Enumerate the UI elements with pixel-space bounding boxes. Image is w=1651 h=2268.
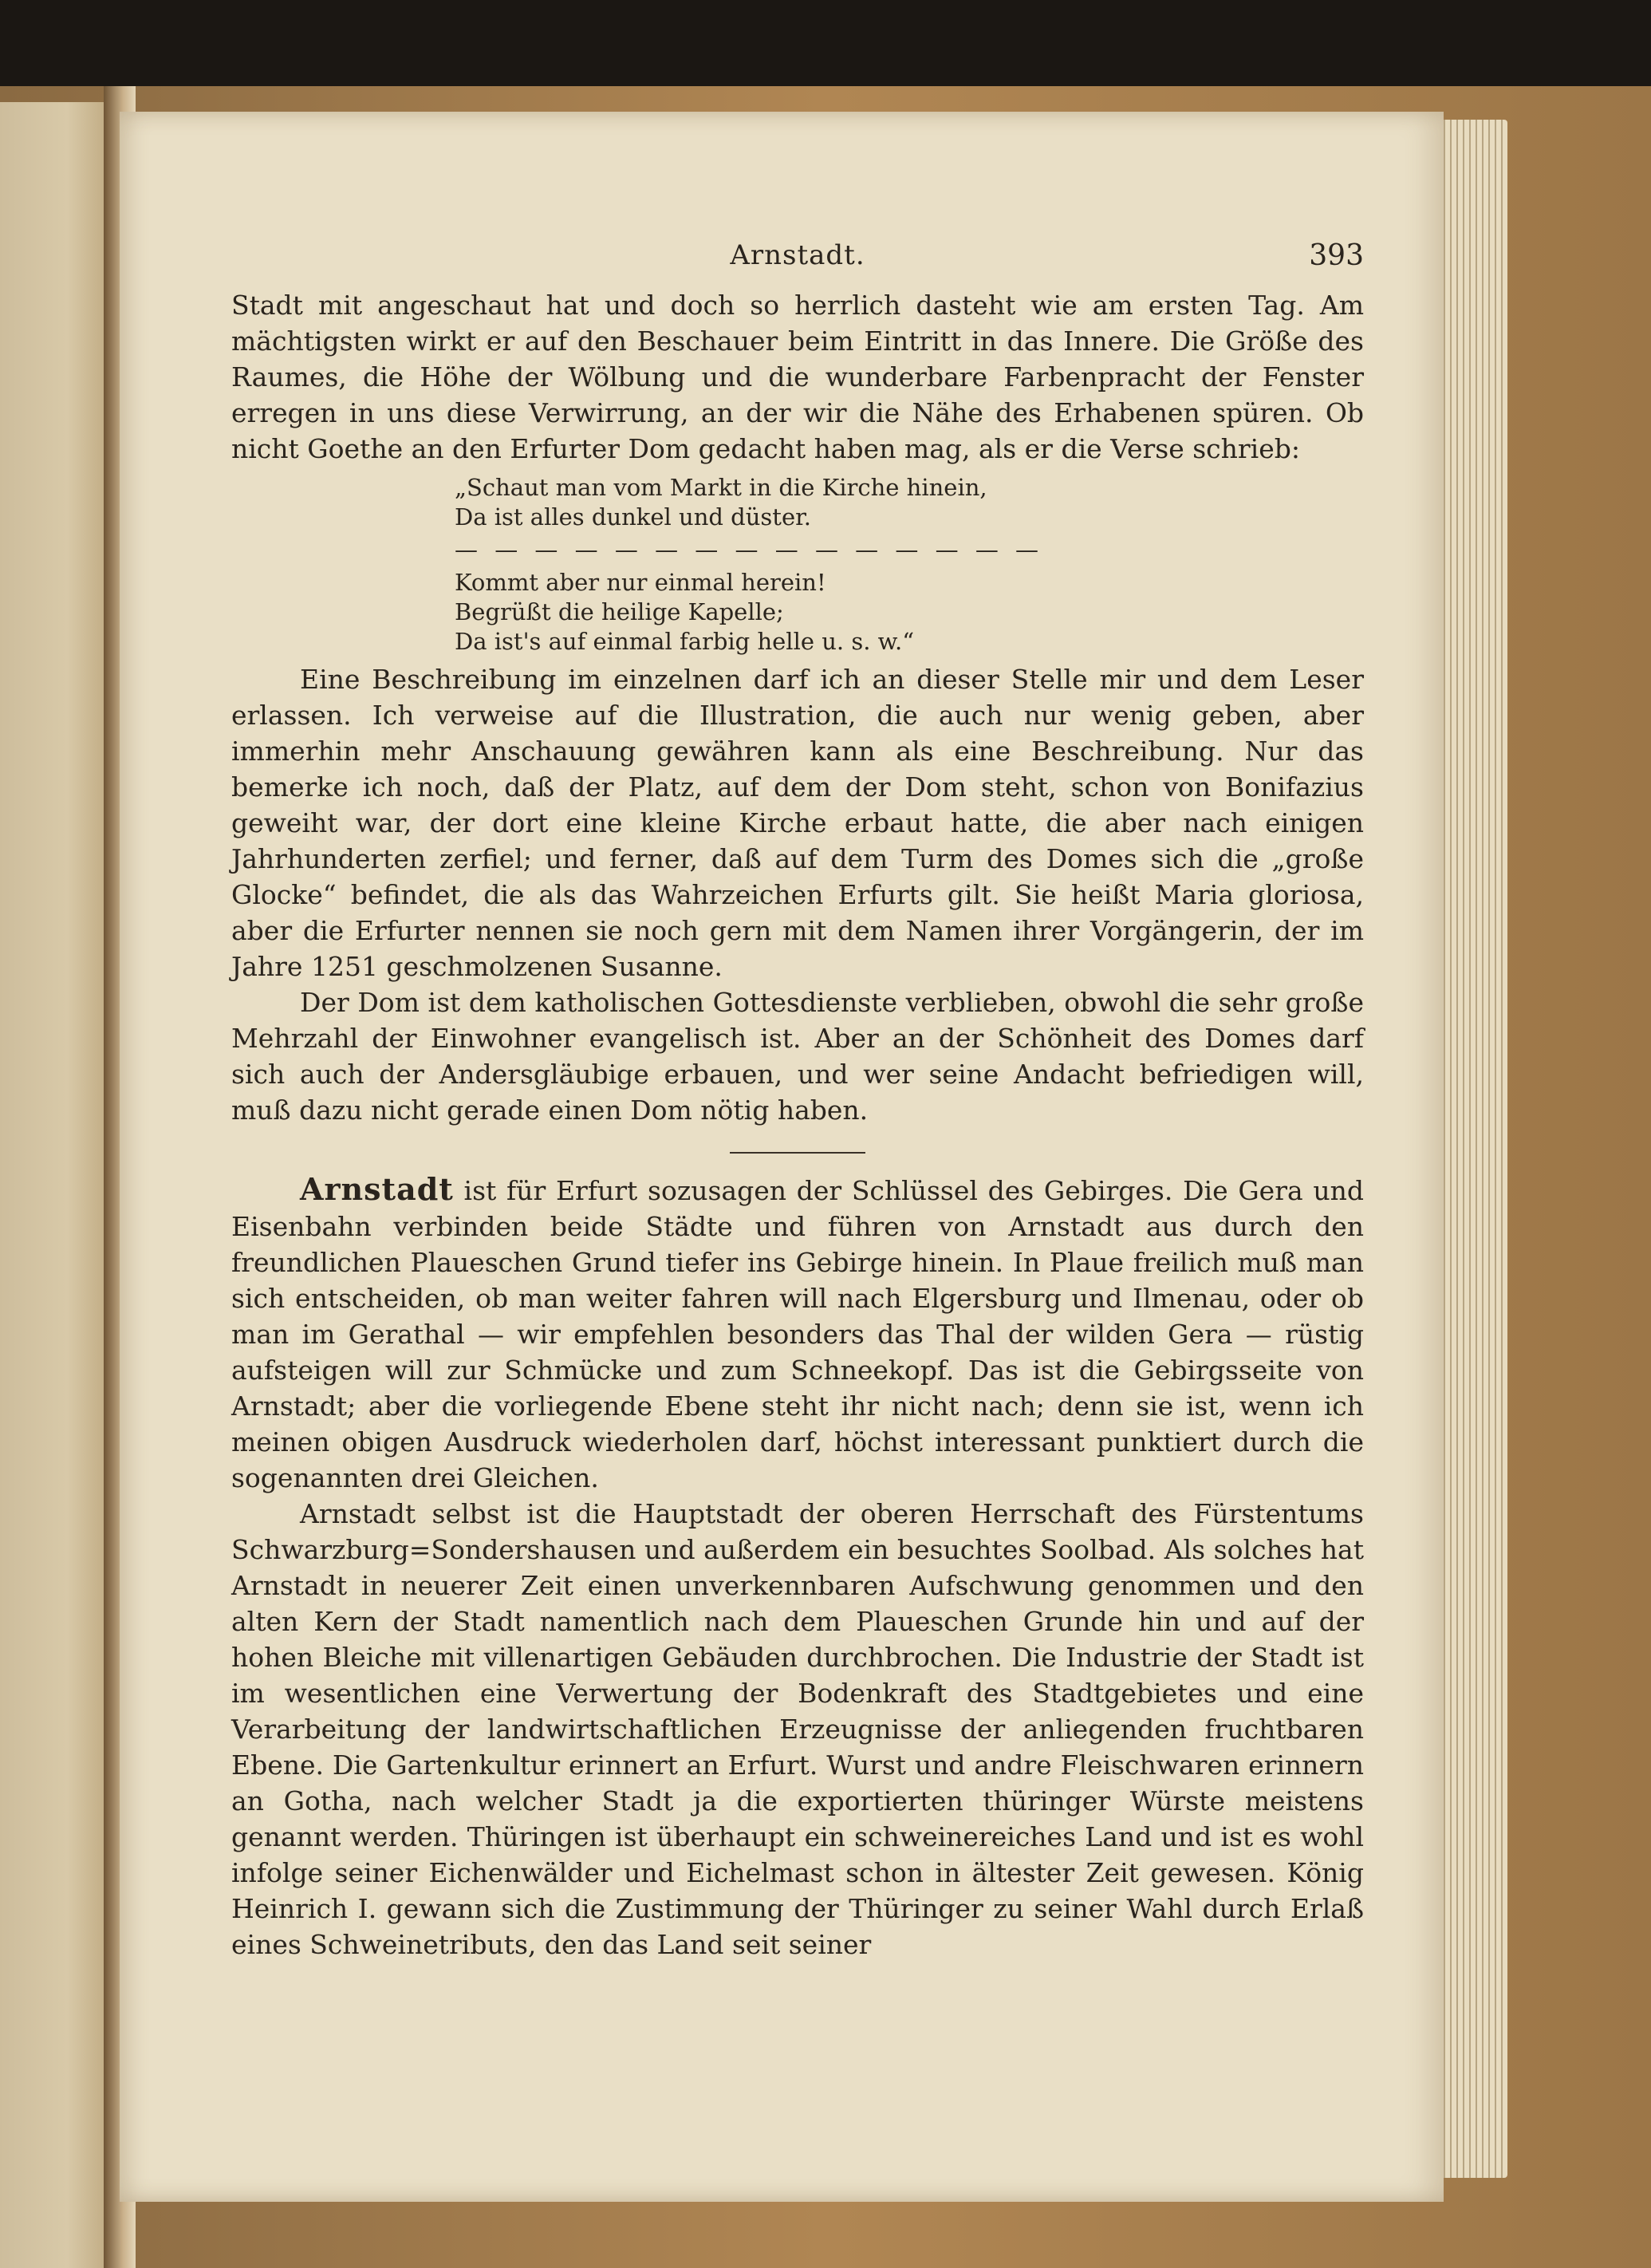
running-head-title: Arnstadt.	[730, 239, 865, 271]
paragraph: Eine Beschreibung im einzelnen darf ich an dieser Stelle mir und dem Leser erlassen. Ich verweise auf die Illustration, die auch nur wenig geben, aber immerhin mehr Anschauung gewähren kann als eine Beschreibung. Nur das bemerke ich noch, daß der Platz, auf dem der Dom steht, schon von Bonifazius geweiht war, der dort eine kleine Kirche erbaut hatte, die aber nach einigen Jahrhunderten zerfiel; und ferner, daß auf dem Turm des Domes sich die „große Glocke“ befindet, die als das Wahrzeichen Erfurts gilt. Sie heißt Maria gloriosa, aber die Erfurter nennen sie noch gern mit dem Namen ihrer Vorgängerin, der im Jahre 1251 geschmolzenen Susanne.	[231, 664, 1364, 982]
paragraph: Arnstadt selbst ist die Hauptstadt der oberen Herrschaft des Fürstentums Schwarzburg=Sondershausen und außerdem ein besuchtes Soolbad. Als solches hat Arnstadt in neuerer Zeit einen unverkennbaren Aufschwung genommen und den alten Kern der Stadt namentlich nach dem Plaueschen Grunde hin und auf der hohen Bleiche mit villenartigen Gebäuden durchbrochen. Die Industrie der Stadt ist im wesentlichen eine Verwertung der Bodenkraft des Stadtgebietes und eine Verarbeitung der landwirtschaftlichen Erzeugnisse der anliegenden fruchtbaren Ebene. Die Gartenkultur erinnert an Erfurt. Wurst und andre Fleischwaren erinnern an Gotha, nach welcher Stadt ja die exportierten thüringer Würste meistens genannt werden. Thüringen ist überhaupt ein schweinereiches Land und ist es wohl infolge seiner Eichenwälder und Eichelmast schon in ältester Zeit gewesen. König Heinrich I. gewann sich die Zustimmung der Thüringer zu seiner Wahl durch Erlaß eines Schweinetributs, den das Land seit seiner	[231, 1498, 1364, 1960]
section-first-paragraph	[231, 1171, 1364, 1496]
verse-quote	[455, 473, 1364, 657]
paragraph: Der Dom ist dem katholischen Gottesdienste verblieben, obwohl die sehr große Mehrzahl der Einwohner evangelisch ist. Aber an der Schönheit des Domes darf sich auch der Andersgläubige erbauen, und wer seine Andacht befriedigen will, muß dazu nicht gerade einen Dom nötig haben.	[231, 987, 1364, 1126]
verse-line: Da ist alles dunkel und düster.	[455, 503, 812, 531]
section-lead-word: Arnstadt	[300, 1171, 454, 1207]
book-page	[120, 112, 1444, 2202]
verse-line: „Schaut man vom Markt in die Kirche hinein,	[455, 474, 987, 501]
verse-line: Begrüßt die heilige Kapelle;	[455, 598, 784, 625]
facing-page-edge	[0, 102, 112, 2268]
paragraph: Stadt mit angeschaut hat und doch so herrlich dasteht wie am ersten Tag. Am mächtigsten wirkt er auf den Beschauer beim Eintritt in das Innere. Die Größe des Raumes, die Höhe der Wölbung und die wunderbare Farbenpracht der Fenster erregen in uns diese Verwirrung, an der wir die Nähe des Erhabenen spüren. Ob nicht Goethe an den Erfurter Dom gedacht haben mag, als er die Verse schrieb:	[231, 290, 1364, 464]
verse-line: Da ist's auf einmal farbig helle u. s. w.“	[455, 628, 915, 655]
page-number: 393	[1309, 239, 1364, 272]
verse-omission-dashes: — — — — — — — — — — — — — — —	[455, 536, 1044, 563]
page-content	[231, 239, 1364, 1962]
verse-line: Kommt aber nur einmal herein!	[455, 569, 826, 596]
section-divider	[730, 1152, 865, 1154]
running-head	[231, 239, 1364, 287]
section-first-paragraph-text: ist für Erfurt sozusagen der Schlüssel des Gebirges. Die Gera und Eisenbahn verbinden beide Städte und führen von Arnstadt aus durch den freundlichen Plaueschen Grund tiefer ins Gebirge hinein. In Plaue freilich muß man sich entscheiden, ob man weiter fahren will nach Elgersburg und Ilmenau, oder ob man im Gerathal — wir empfehlen besonders das Thal der wilden Gera — rüstig aufsteigen will zur Schmücke und zum Schneekopf. Das ist die Gebirgsseite von Arnstadt; aber die vorliegende Ebene steht ihr nicht nach; denn sie ist, wenn ich meinen obigen Ausdruck wiederholen darf, höchst interessant punktiert durch die sogenannten drei Gleichen.	[231, 1175, 1364, 1493]
